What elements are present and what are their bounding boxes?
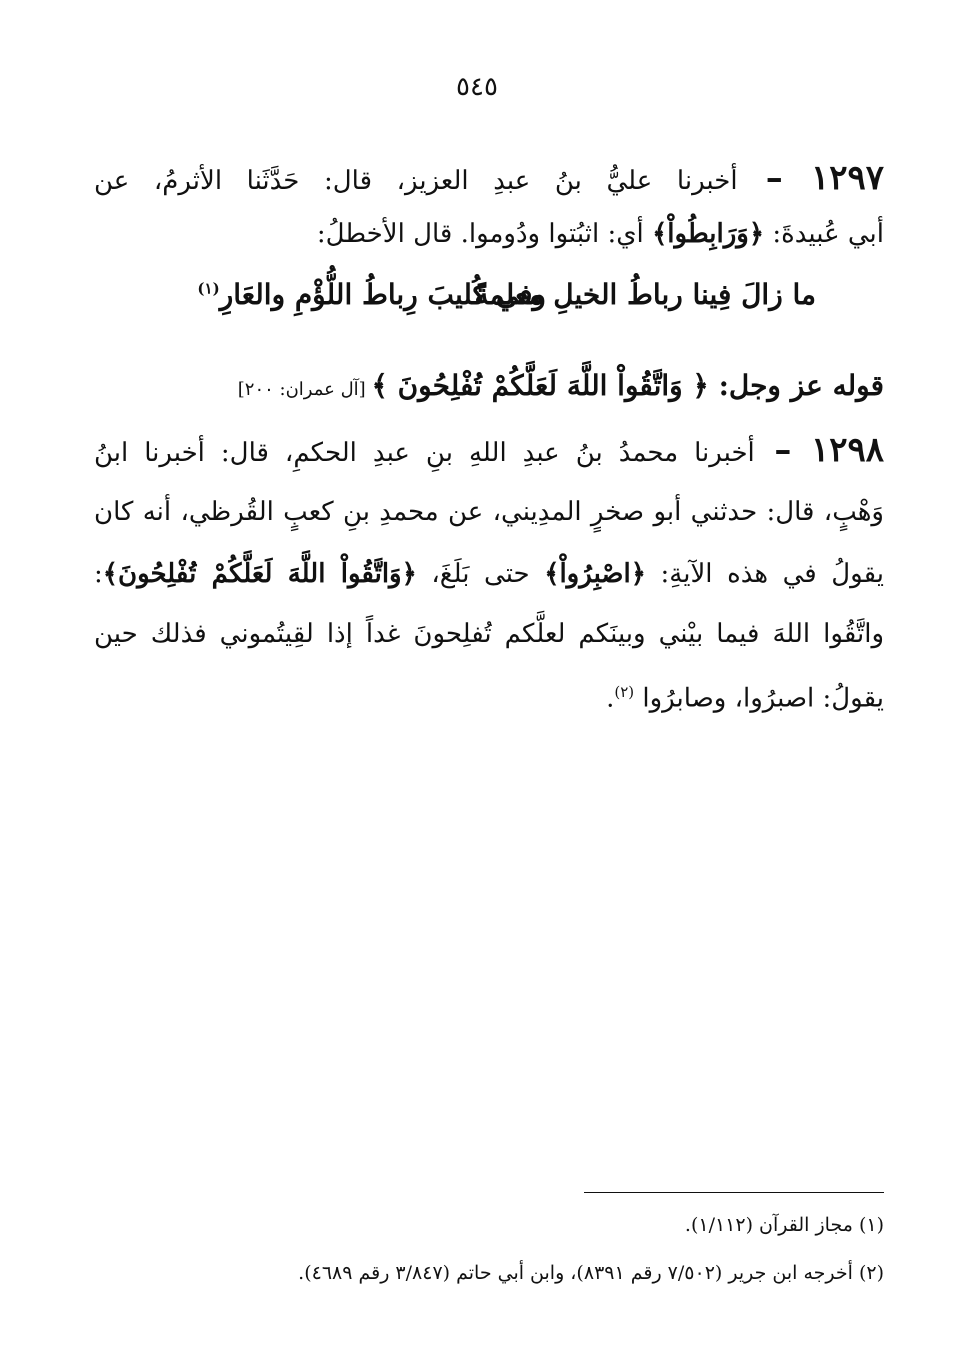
hadith-text: حتى بَلَغَ،	[416, 559, 545, 589]
hadith-text: :	[94, 559, 103, 589]
hadith-1298-line-4: واتَّقُوا اللهَ فيما بيْني وبينَكم لعلَّكم تُفلِحونَ غداً إذا لقِيتُموني فذلك حين	[94, 619, 884, 649]
hadith-text: يقولُ في هذه الآيةِ:	[645, 559, 884, 589]
hadith-text: أخبرنا محمدُ بنُ عبدِ اللهِ بنِ عبدِ الحكمِ، قال: أخبرنا ابنُ	[94, 438, 755, 468]
quran-quote: ﴿وَاتَّقُواْ اللَّهَ لَعَلَّكُمْ تُفْلِحُونَ﴾	[102, 559, 417, 589]
hadith-1297-line-1: ١٢٩٧ – أخبرنا عليُّ بنُ عبدِ العزيز، قال: حَدَّثَنا الأثرمُ، عن	[94, 158, 884, 198]
hadith-1297-line-2	[94, 214, 884, 254]
quran-quote: ﴿اصْبِرُواْ﴾	[544, 559, 646, 589]
hadith-1298-line-1: ١٢٩٨ – أخبرنا محمدُ بنُ عبدِ اللهِ بنِ عبدِ الحكمِ، قال: أخبرنا ابنُ	[94, 430, 884, 470]
heading-text: قوله عز وجل:	[708, 369, 884, 402]
hadith-1298-line-3	[94, 554, 884, 594]
poem-hemistich-right: ما زالَ فِينا رباطُ الخيلِ معلمةً	[474, 278, 816, 311]
footnote-2: (٢) أخرجه ابن جرير (٧/٥٠٢ رقم ٨٣٩١)، وابن أبي حاتم (٣/٨٤٧ رقم ٤٦٨٩).	[298, 1262, 884, 1284]
quran-quote: ﴿وَرَابِطُواْ﴾	[652, 219, 765, 249]
hadith-text: .	[606, 683, 615, 714]
footnote-1: (١) مجاز القرآن (١/١١٢).	[684, 1214, 884, 1236]
hadith-1298-line-2: وَهْبٍ، قال: حدثني أبو صخرٍ المدِيني، عن محمدِ بنِ كعبٍ القُرظي، أنه كان	[94, 497, 884, 527]
page-number: ٥٤٥	[456, 72, 498, 102]
hadith-text: يقولُ: اصبرُوا، وصابرُوا	[642, 683, 884, 714]
footnote-mark: (١)	[197, 279, 220, 298]
hadith-1298-line-5	[94, 672, 884, 719]
quran-quote: ﴿ وَاتَّقُواْ اللَّهَ لَعَلَّكُمْ تُفْلِحُونَ ﴾	[371, 369, 709, 402]
hadith-text: أي: اثبُتوا ودُوموا. قال الأخطلُ:	[316, 219, 653, 249]
hadith-text: أخبرنا عليُّ بنُ عبدِ العزيز، قال: حَدَّثَنا الأثرمُ، عن	[94, 166, 738, 196]
section-heading	[94, 366, 884, 410]
footnote-divider	[584, 1192, 884, 1193]
poem-hemistich-left	[197, 278, 546, 311]
poem-text: وفي كُليبَ رِباطُ اللُّؤْمِ والعَارِ	[219, 278, 546, 311]
hadith-number: ١٢٩٧	[810, 158, 884, 198]
verse-reference: [آل عمران: ٢٠٠]	[237, 379, 372, 400]
hadith-number: ١٢٩٨	[810, 430, 884, 470]
hadith-text: أبي عُبيدةَ:	[764, 219, 884, 249]
footnote-mark: (٢)	[614, 683, 635, 701]
